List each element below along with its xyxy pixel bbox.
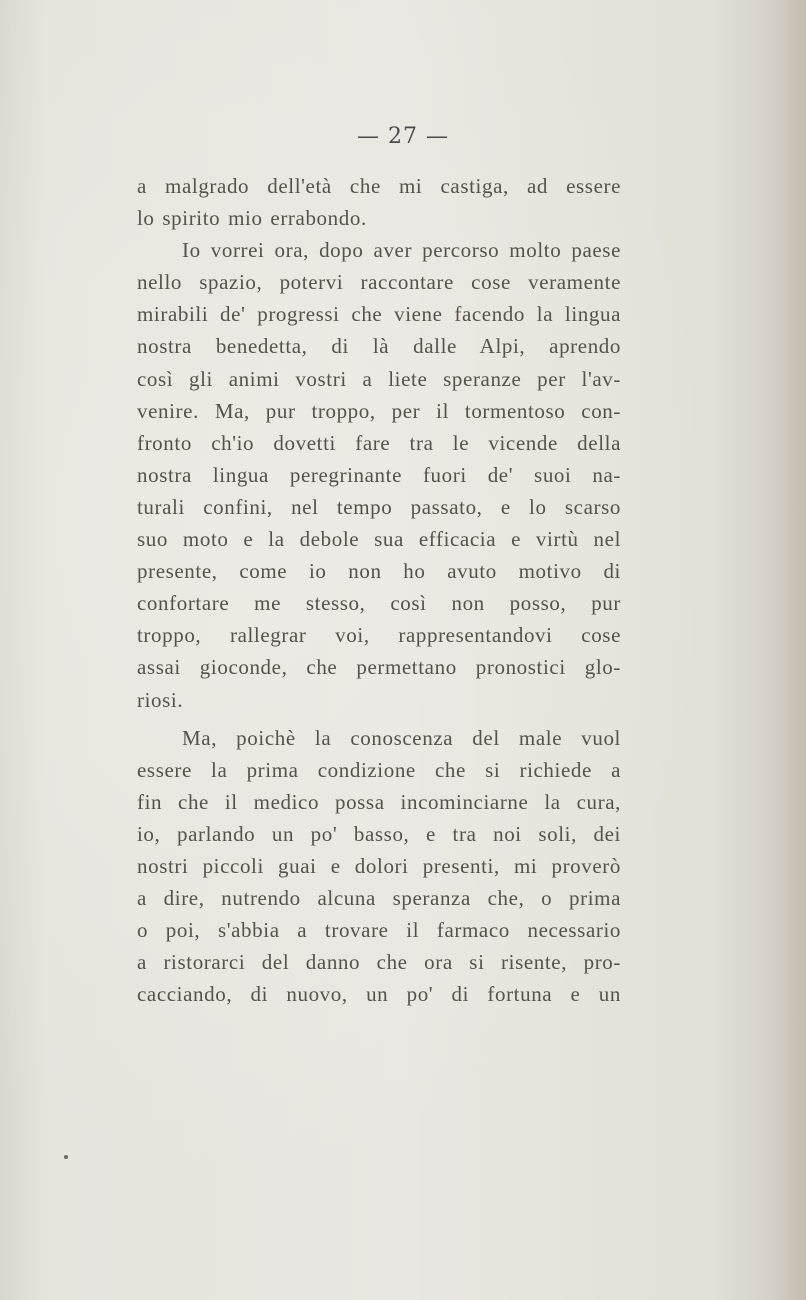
paragraph	[137, 170, 621, 234]
text-line: assai gioconde, che permettano pronostici glo-	[137, 655, 621, 680]
text-line: riosi.	[137, 687, 184, 712]
text-line: fronto ch'io dovetti fare tra le vicende della	[137, 430, 621, 455]
text-line: Ma, poichè la conoscenza del male vuol	[182, 725, 621, 750]
text-line: essere la prima condizione che si richiede a	[137, 757, 621, 782]
text-line: cacciando, di nuovo, un po' di fortuna e un	[137, 982, 621, 1007]
text-line: presente, come io non ho avuto motivo di	[137, 559, 621, 584]
page-number: — 27 —	[357, 124, 449, 149]
ink-speck	[64, 1155, 68, 1159]
text-line: turali confini, nel tempo passato, e lo scarso	[137, 494, 621, 519]
text-line: Io vorrei ora, dopo aver percorso molto paese	[182, 238, 621, 263]
text-line: mirabili de' progressi che viene facendo la lingua	[137, 302, 621, 327]
paragraph	[137, 234, 621, 715]
text-line: suo moto e la debole sua efficacia e virtù nel	[137, 527, 621, 552]
text-line: lo spirito mio errabondo.	[137, 206, 367, 231]
text-line: o poi, s'abbia a trovare il farmaco necessario	[137, 918, 621, 943]
text-line: a ristorarci del danno che ora si risente, pro-	[137, 950, 621, 975]
text-line: a dire, nutrendo alcuna speranza che, o prima	[137, 886, 621, 911]
text-line: troppo, rallegrar voi, rappresentandovi cose	[137, 623, 621, 648]
text-line: nostra lingua peregrinante fuori de' suoi na-	[137, 462, 621, 487]
text-line: così gli animi vostri a liete speranze per l'av-	[137, 366, 621, 391]
text-line: a malgrado dell'età che mi castiga, ad essere	[137, 174, 621, 198]
body-text	[137, 170, 621, 1010]
text-line: nostri piccoli guai e dolori presenti, mi proverò	[137, 853, 621, 878]
text-line: nello spazio, potervi raccontare cose veramente	[137, 270, 621, 295]
paragraph	[137, 722, 621, 1011]
text-line: venire. Ma, pur troppo, per il tormentoso con-	[137, 398, 621, 423]
text-line: fin che il medico possa incominciarne la cura,	[137, 789, 621, 814]
text-line: nostra benedetta, di là dalle Alpi, aprendo	[137, 334, 621, 359]
text-line: confortare me stesso, così non posso, pur	[137, 591, 621, 616]
text-line: io, parlando un po' basso, e tra noi soli, dei	[137, 821, 621, 846]
